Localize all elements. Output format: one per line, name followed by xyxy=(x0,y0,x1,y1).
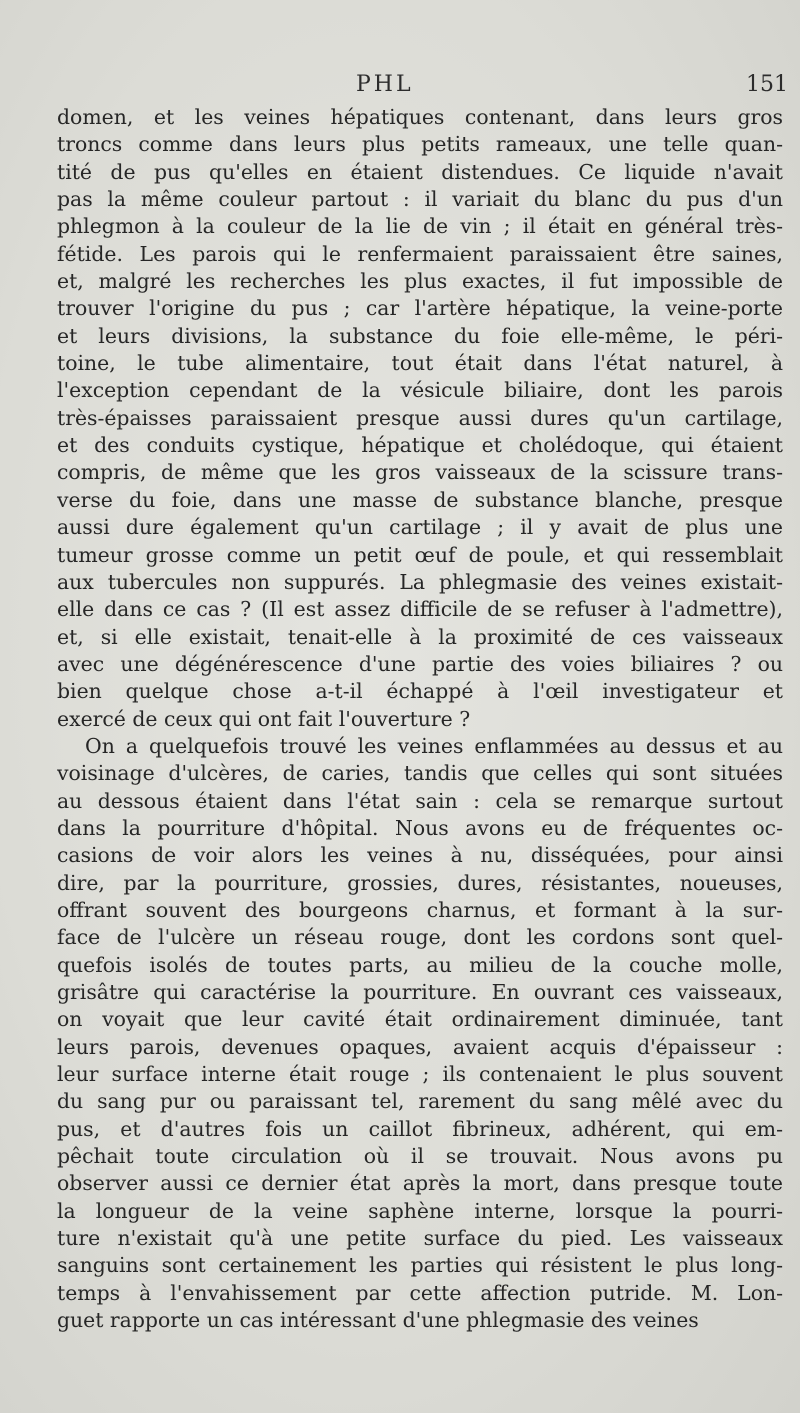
text-line: bien quelque chose a-t-il échappé à l'œil investigateur et xyxy=(57,679,783,704)
text-line: verse du foie, dans une masse de substance blanche, presque xyxy=(57,487,783,512)
text-line: observer aussi ce dernier état après la mort, dans presque toute xyxy=(57,1171,783,1196)
text-line: et des conduits cystique, hépatique et cholédoque, qui étaient xyxy=(57,433,783,458)
text-line: fétide. Les parois qui le renfermaient paraissaient être saines, xyxy=(57,241,783,266)
text-line: troncs comme dans leurs plus petits rameaux, une telle quan- xyxy=(57,132,783,157)
text-line: ture n'existait qu'à une petite surface du pied. Les vaisseaux xyxy=(57,1226,783,1251)
text-line: dans la pourriture d'hôpital. Nous avons eu de fréquentes oc- xyxy=(57,815,783,840)
text-line: leur surface interne était rouge ; ils contenaient le plus souvent xyxy=(57,1062,783,1087)
text-line: face de l'ulcère un réseau rouge, dont les cordons sont quel- xyxy=(57,925,783,950)
text-line: aux tubercules non suppurés. La phlegmasie des veines existait- xyxy=(57,569,783,594)
text-line: guet rapporte un cas intéressant d'une phlegmasie des veines xyxy=(57,1308,699,1333)
text-line: tumeur grosse comme un petit œuf de poule, et qui ressemblait xyxy=(57,542,783,567)
text-line: phlegmon à la couleur de la lie de vin ; il était en général très- xyxy=(57,214,783,239)
text-line: et, si elle existait, tenait-elle à la proximité de ces vaisseaux xyxy=(57,624,783,649)
text-line: toine, le tube alimentaire, tout était dans l'état naturel, à xyxy=(57,351,783,376)
text-line: dire, par la pourriture, grossies, dures, résistantes, noueuses, xyxy=(57,870,783,895)
text-line: pus, et d'autres fois un caillot fibrineux, adhérent, qui em- xyxy=(57,1116,783,1141)
text-line: On a quelquefois trouvé les veines enflammées au dessus et au xyxy=(85,733,783,758)
text-line: l'exception cependant de la vésicule biliaire, dont les parois xyxy=(57,378,783,403)
text-line: domen, et les veines hépatiques contenant, dans leurs gros xyxy=(57,105,783,129)
text-line: aussi dure également qu'un cartilage ; il y avait de plus une xyxy=(57,515,783,540)
text-line: quefois isolés de toutes parts, au milieu de la couche molle, xyxy=(57,952,783,977)
text-line: trouver l'origine du pus ; car l'artère hépatique, la veine-porte xyxy=(57,296,783,321)
text-line: exercé de ceux qui ont fait l'ouverture ? xyxy=(57,706,471,731)
text-line: très-épaisses paraissaient presque aussi dures qu'un cartilage, xyxy=(57,405,783,430)
text-line: elle dans ce cas ? (Il est assez difficile de se refuser à l'admettre), xyxy=(57,597,783,622)
text-line: du sang pur ou paraissant tel, rarement du sang mêlé avec du xyxy=(57,1089,783,1114)
text-line: et leurs divisions, la substance du foie elle-même, le péri- xyxy=(57,323,783,348)
paragraph-2 xyxy=(57,733,783,1335)
text-line: sanguins sont certainement les parties qui résistent le plus long- xyxy=(57,1253,783,1278)
page-header xyxy=(56,72,790,102)
paragraph-1 xyxy=(57,104,783,733)
text-line: grisâtre qui caractérise la pourriture. En ouvrant ces vaisseaux, xyxy=(57,980,783,1004)
text-line: pas la même couleur partout : il variait du blanc du pus d'un xyxy=(57,187,783,212)
text-line: avec une dégénérescence d'une partie des voies biliaires ? ou xyxy=(57,651,783,676)
body-text xyxy=(57,104,783,1334)
text-line: compris, de même que les gros vaisseaux de la scissure trans- xyxy=(57,460,783,485)
text-line: on voyait que leur cavité était ordinairement diminuée, tant xyxy=(57,1007,783,1032)
text-line: temps à l'envahissement par cette affection putride. M. Lon- xyxy=(57,1280,783,1305)
text-line: voisinage d'ulcères, de caries, tandis que celles qui sont situées xyxy=(57,761,783,786)
text-line: offrant souvent des bourgeons charnus, et formant à la sur- xyxy=(57,897,783,922)
text-line: pêchait toute circulation où il se trouvait. Nous avons pu xyxy=(57,1144,783,1169)
running-head: PHL xyxy=(356,72,414,97)
text-line: leurs parois, devenues opaques, avaient acquis d'épaisseur : xyxy=(57,1034,783,1059)
text-line: casions de voir alors les veines à nu, disséquées, pour ainsi xyxy=(57,843,783,868)
text-line: et, malgré les recherches les plus exactes, il fut impossible de xyxy=(57,269,783,294)
text-line: la longueur de la veine saphène interne, lorsque la pourri- xyxy=(57,1198,783,1223)
text-line: tité de pus qu'elles en étaient distendues. Ce liquide n'avait xyxy=(57,159,783,184)
page-number: 151 xyxy=(746,72,788,97)
text-line: au dessous étaient dans l'état sain : cela se remarque surtout xyxy=(57,788,783,813)
